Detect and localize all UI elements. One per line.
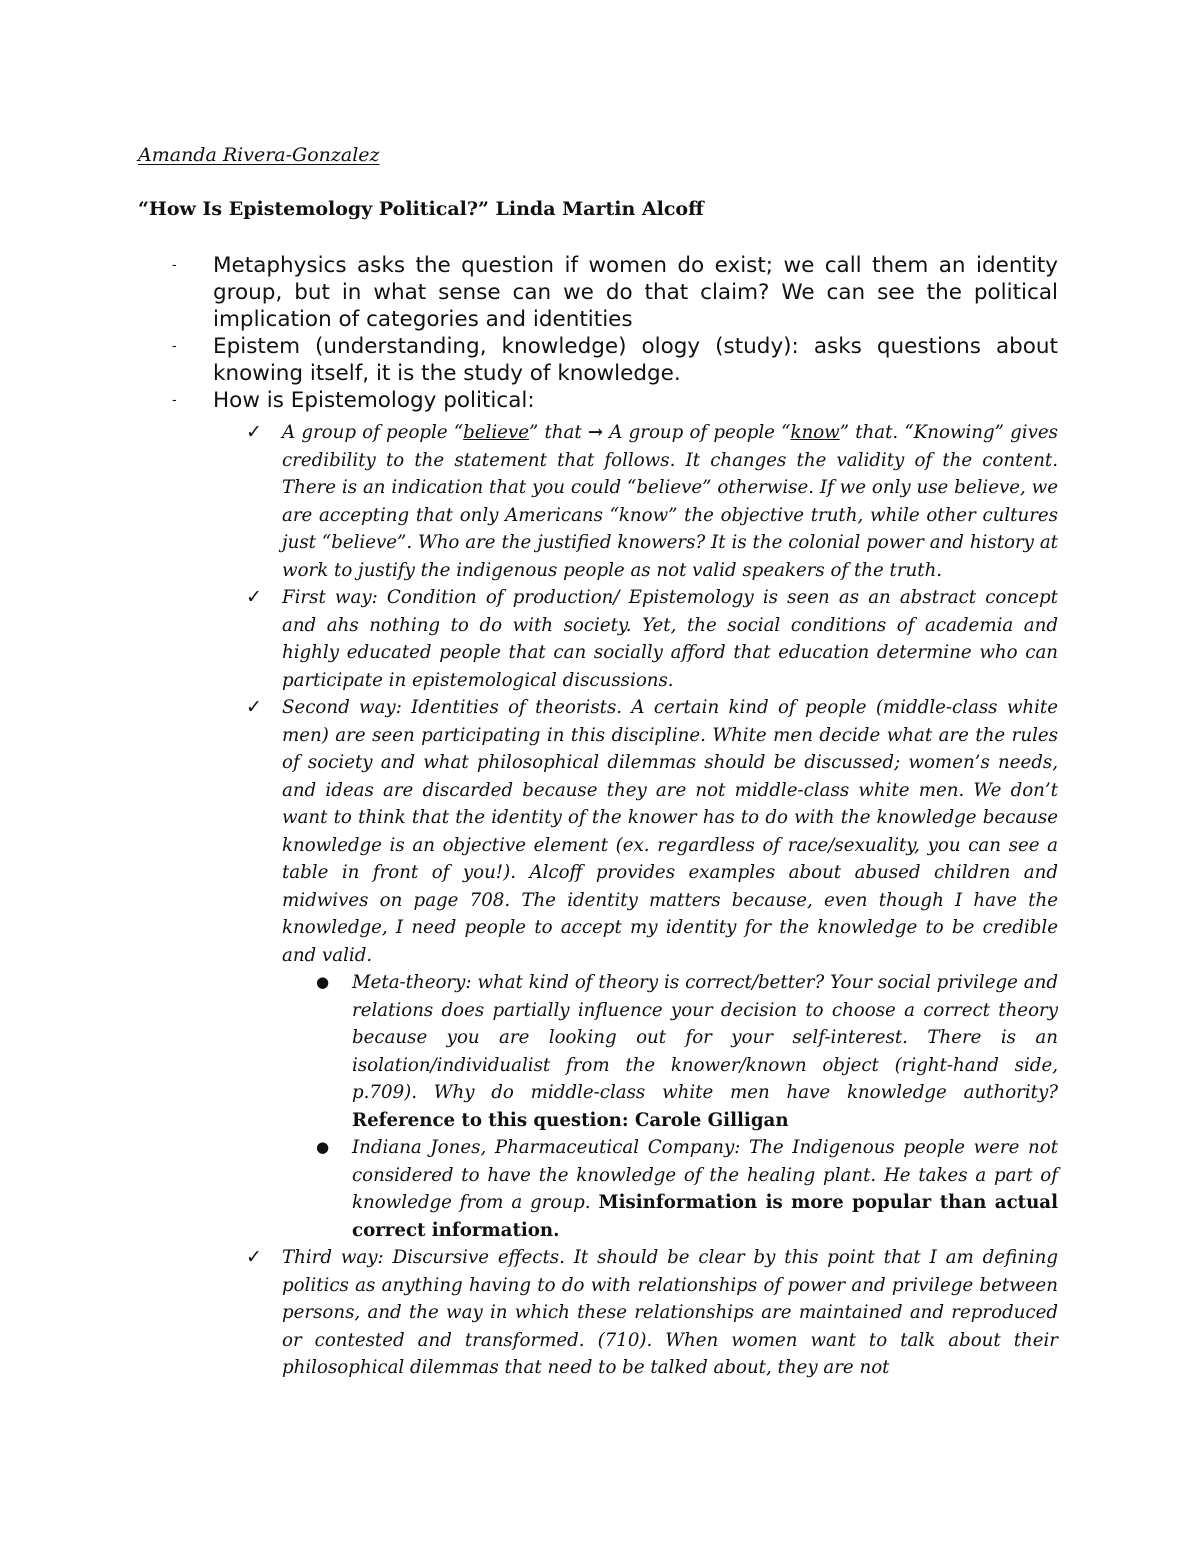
document-title: “How Is Epistemology Political?” Linda Martin Alcoff (138, 198, 704, 220)
list-item (138, 419, 1058, 584)
list-item (138, 694, 1058, 969)
square-bullet-icon: ● (316, 973, 330, 991)
text-run: Meta-theory: what kind of theory is correct/better? Your social privilege and relations does partially influence your decision to choose a correct theory because you are looking out for your self-interest. There is an isolation/individualist from the knower/known object (right-hand side, p.709). Why do middle-class white men have knowledge authority? (352, 972, 1058, 1103)
list-item-text (352, 1134, 1058, 1244)
list-item (138, 387, 1058, 414)
text-run: ” that. “Knowing” gives credibility to the statement that follows. It changes the validity of the content. There is an indication that you could “believe” otherwise. If we only use believe, we are accepting that only Americans “know” the objective truth, while other cultures just “believe”. Who are the justified knowers? It is the colonial power and history at work to justify the indigenous people as not valid speakers of the truth. (282, 422, 1058, 581)
list-item-text: Epistem (understanding, knowledge) ology (study): asks questions about knowing itself, it is the study of knowledge. (213, 334, 1058, 386)
checkmark-icon: ✓ (246, 586, 262, 608)
underlined-word: believe (463, 422, 529, 443)
dash-list (138, 252, 1058, 414)
list-item-text (282, 419, 1058, 584)
text-run: ” that (528, 422, 588, 443)
checkmark-icon: ✓ (246, 1246, 262, 1268)
list-item (138, 969, 1058, 1134)
text-run: Indiana Jones, Pharmaceutical Company: The Indigenous people were not considered to have the knowledge of the healing plant. He takes a part of knowledge from a group. (352, 1137, 1058, 1213)
list-item (138, 584, 1058, 694)
list-item-text (352, 969, 1058, 1134)
list-item (138, 333, 1058, 387)
dash-bullet-icon: - (172, 339, 177, 354)
checkmark-icon: ✓ (246, 421, 262, 443)
text-run: A group of people “ (603, 422, 791, 443)
arrow-right-icon: → (587, 422, 604, 443)
list-item (138, 1134, 1058, 1244)
underlined-word: know (790, 422, 840, 443)
text-run: A group of people “ (282, 422, 464, 443)
dash-bullet-icon: - (172, 393, 177, 408)
bold-text-run: Misinformation is more popular than actual correct information. (352, 1192, 1058, 1241)
list-item-text: First way: Condition of production/ Epistemology is seen as an abstract concept and ahs nothing to do with society. Yet, the social conditions of academia and highly educated people that can socially afford that education determine who can participate in epistemological discussions. (282, 587, 1058, 691)
list-item (138, 252, 1058, 333)
bold-text-run: Reference to this question: Carole Gilligan (352, 1109, 789, 1131)
list-item-text: How is Epistemology political: (213, 388, 535, 413)
list-item-text: Second way: Identities of theorists. A certain kind of people (middle-class white men) are seen participating in this discipline. White men decide what are the rules of society and what philosophical dilemmas should be discussed; women’s needs, and ideas are discarded because they are not middle-class white men. We don’t want to think that the identity of the knower has to do with the knowledge because knowledge is an objective element (ex. regardless of race/sexuality, you can see a table in front of you!). Alcoff provides examples about abused children and midwives on page 708. The identity matters because, even though I have the knowledge, I need people to accept my identity for the knowledge to be credible and valid. (282, 697, 1058, 966)
dash-bullet-icon: - (172, 258, 177, 273)
check-list (138, 419, 1058, 1382)
list-item (138, 1244, 1058, 1382)
author-name: Amanda Rivera-Gonzalez (138, 144, 380, 166)
list-item-text: Third way: Discursive effects. It should be clear by this point that I am defining politics as anything having to do with relationships of power and privilege between persons, and the way in which these relationships are maintained and reproduced or contested and transformed. (710). When women want to talk about their philosophical dilemmas that need to be talked about, they are not (282, 1247, 1058, 1378)
round-bullet-icon: ● (316, 1138, 330, 1156)
checkmark-icon: ✓ (246, 696, 262, 718)
list-item-text: Metaphysics asks the question if women do exist; we call them an identity group, but in what sense can we do that claim? We can see the political implication of categories and identities (213, 253, 1058, 332)
